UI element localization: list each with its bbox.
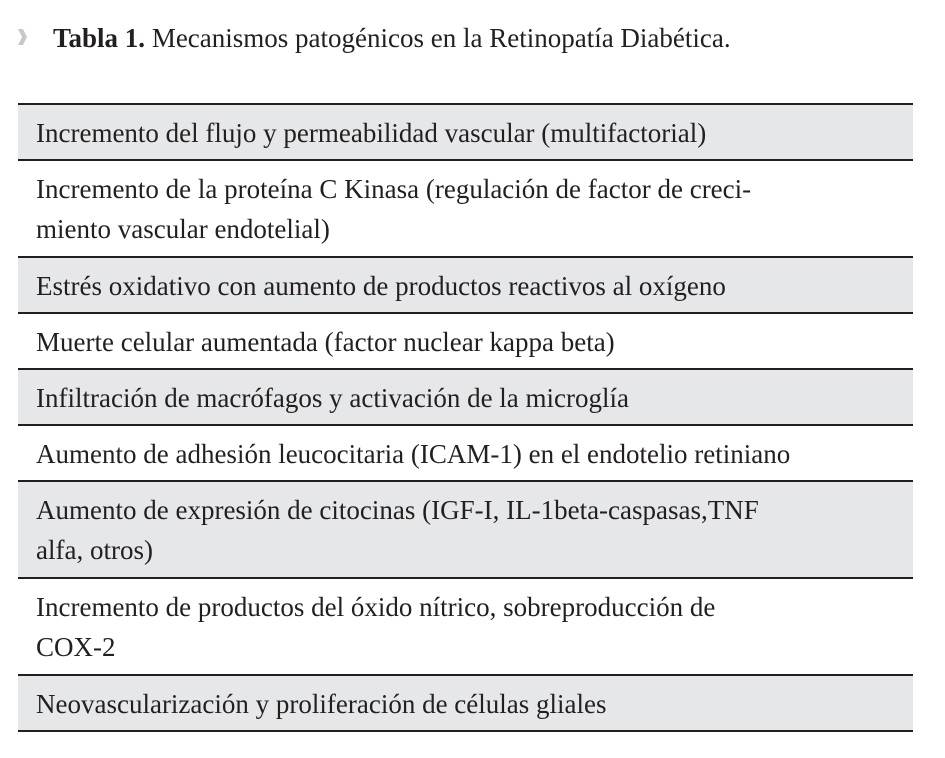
table-row [18, 579, 913, 676]
row-text: Incremento de la proteína C Kinasa (regulación de factor de creci- [36, 174, 752, 204]
table-row [18, 258, 913, 314]
row-text: Estrés oxidativo con aumento de productos reactivos al oxígeno [36, 271, 726, 301]
table-row [18, 482, 913, 579]
row-text: Aumento de expresión de citocinas (IGF-I, IL-1beta-caspasas,TNF [36, 495, 759, 525]
table-row [18, 676, 913, 732]
caption-label: Tabla 1. [53, 23, 146, 53]
table-row [18, 370, 913, 426]
caption-marker-icon [18, 29, 27, 45]
table-row [18, 161, 913, 258]
row-text: Neovascularización y proliferación de células gliales [36, 689, 607, 719]
row-text-continued: miento vascular endotelial) [36, 214, 330, 244]
row-text: Incremento de productos del óxido nítrico, sobreproducción de [36, 592, 716, 622]
mechanisms-table [18, 103, 913, 732]
row-text-continued: COX-2 [36, 632, 116, 662]
table-row [18, 314, 913, 370]
table-caption [18, 18, 731, 58]
row-text-continued: alfa, otros) [36, 535, 153, 565]
row-text: Incremento del flujo y permeabilidad vascular (multifactorial) [36, 118, 707, 148]
table-row [18, 105, 913, 161]
table-row [18, 426, 913, 482]
row-text: Infiltración de macrófagos y activación de la microglía [36, 383, 629, 413]
caption-text: Mecanismos patogénicos en la Retinopatía Diabética. [151, 23, 731, 53]
row-text: Muerte celular aumentada (factor nuclear kappa beta) [36, 327, 615, 357]
row-text: Aumento de adhesión leucocitaria (ICAM-1) en el endotelio retiniano [36, 439, 791, 469]
